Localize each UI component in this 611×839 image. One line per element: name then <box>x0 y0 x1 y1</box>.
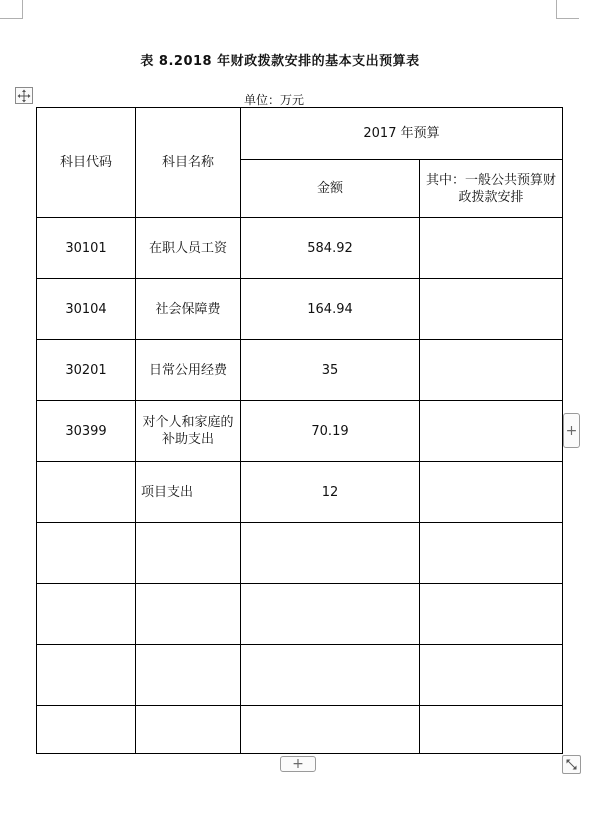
table-row <box>37 279 563 340</box>
header-budget-group: 2017 年预算 <box>241 108 563 160</box>
cell-code[interactable]: 30104 <box>37 279 136 340</box>
cell-name[interactable]: 项目支出 <box>136 462 241 523</box>
cell-public-budget[interactable] <box>420 340 563 401</box>
header-amount: 金额 <box>241 160 420 218</box>
table-row <box>37 584 563 645</box>
cell-name[interactable] <box>136 584 241 645</box>
cell-code[interactable] <box>37 523 136 584</box>
table-row <box>37 645 563 706</box>
table-move-handle[interactable] <box>15 87 33 104</box>
header-code: 科目代码 <box>37 108 136 218</box>
table-row <box>37 462 563 523</box>
move-arrows-icon <box>17 89 31 103</box>
header-row <box>37 108 563 160</box>
add-column-button[interactable]: + <box>563 413 580 448</box>
cell-public-budget[interactable] <box>420 401 563 462</box>
table-resize-handle[interactable] <box>562 755 581 774</box>
cell-code[interactable] <box>37 706 136 754</box>
cell-code[interactable] <box>37 584 136 645</box>
document-title: 表 8.2018 年财政拨款安排的基本支出预算表 <box>140 54 420 69</box>
cell-name[interactable] <box>136 706 241 754</box>
cell-name[interactable]: 在职人员工资 <box>136 218 241 279</box>
cell-public-budget[interactable] <box>420 218 563 279</box>
table-row <box>37 218 563 279</box>
cell-amount[interactable]: 70.19 <box>241 401 420 462</box>
cell-code[interactable]: 30201 <box>37 340 136 401</box>
margin-corner-mark-left <box>0 0 23 19</box>
cell-amount[interactable] <box>241 645 420 706</box>
cell-code[interactable] <box>37 462 136 523</box>
cell-amount[interactable]: 164.94 <box>241 279 420 340</box>
cell-code[interactable]: 30101 <box>37 218 136 279</box>
cell-code[interactable] <box>37 645 136 706</box>
cell-amount[interactable]: 12 <box>241 462 420 523</box>
cell-name[interactable]: 社会保障费 <box>136 279 241 340</box>
table-row <box>37 401 563 462</box>
table-row <box>37 340 563 401</box>
cell-amount[interactable] <box>241 706 420 754</box>
cell-name[interactable] <box>136 523 241 584</box>
cell-public-budget[interactable] <box>420 279 563 340</box>
resize-diagonal-icon <box>565 758 578 771</box>
cell-amount[interactable] <box>241 523 420 584</box>
cell-amount[interactable] <box>241 584 420 645</box>
cell-name[interactable] <box>136 645 241 706</box>
add-row-button[interactable]: + <box>280 756 316 772</box>
cell-public-budget[interactable] <box>420 584 563 645</box>
table-row <box>37 523 563 584</box>
cell-amount[interactable]: 35 <box>241 340 420 401</box>
margin-corner-mark-right <box>556 0 579 19</box>
table-row <box>37 706 563 754</box>
budget-table <box>36 107 563 754</box>
cell-name[interactable]: 对个人和家庭的补助支出 <box>136 401 241 462</box>
cell-public-budget[interactable] <box>420 462 563 523</box>
cell-amount[interactable]: 584.92 <box>241 218 420 279</box>
cell-name[interactable]: 日常公用经费 <box>136 340 241 401</box>
header-public-budget: 其中：一般公共预算财政拨款安排 <box>420 160 563 218</box>
unit-label: 单位：万元 <box>244 93 305 107</box>
cell-code[interactable]: 30399 <box>37 401 136 462</box>
cell-public-budget[interactable] <box>420 523 563 584</box>
header-name: 科目名称 <box>136 108 241 218</box>
cell-public-budget[interactable] <box>420 706 563 754</box>
cell-public-budget[interactable] <box>420 645 563 706</box>
